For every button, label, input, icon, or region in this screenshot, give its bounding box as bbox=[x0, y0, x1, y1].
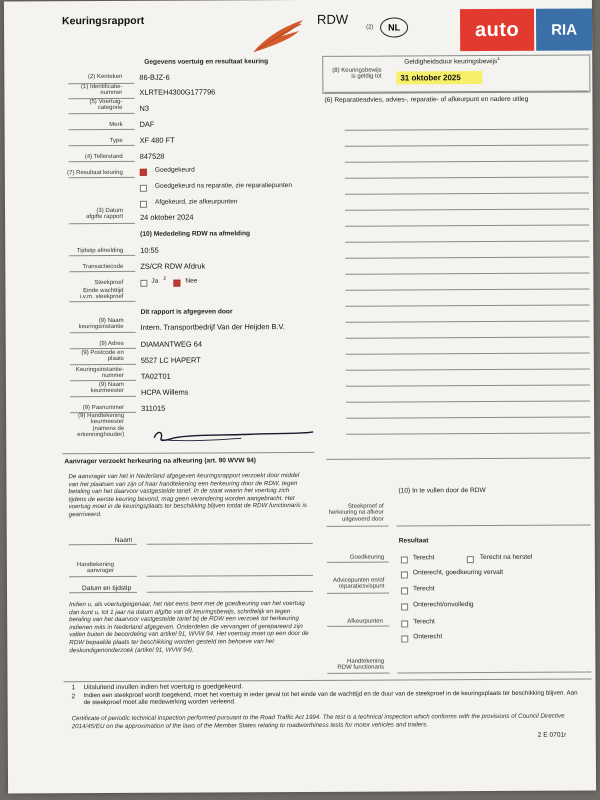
checkbox-terecht-na-herstel[interactable] bbox=[467, 556, 474, 563]
aanvrager-title: Aanvrager verzoekt herkeuring na afkeuring (art. 90 WVW 94) bbox=[64, 457, 257, 466]
field-label: (5) Voertuig- categorie bbox=[89, 98, 123, 112]
rdw-option: Terecht na herstel bbox=[479, 553, 533, 562]
checkbox-onterecht-goedkeuring[interactable] bbox=[401, 571, 408, 578]
aanvrager-intro: De aanvrager van het in Nederland afgegeven keuringsrapport verzoekt door middel van het plaatsen van zijn of haar handtekening een herkeuring door de RDW, tegen betaling van het daarvoor vastgestelde tarief. In de staat waarin het voertuig zich tijdens de eerste keuring bevond, mag geen verandering worden aangebracht. Het voertuig moet in de keuringsplaats ter beschikking blijven totdat de RDW functionaris is gearriveerd. bbox=[68, 472, 307, 519]
watermark-ria: RIA bbox=[536, 8, 592, 50]
issuer-value: DIAMANTWEG 64 bbox=[140, 339, 202, 349]
date-value: 24 oktober 2024 bbox=[140, 212, 194, 222]
adviespunten-label: Advicepunten en/of reparatiesvispunt bbox=[332, 577, 385, 591]
auto-ria-watermark bbox=[460, 8, 592, 51]
afgegeven-title: Dit rapport is afgegeven door bbox=[140, 308, 233, 316]
tijdstip-value: 10:55 bbox=[140, 245, 159, 255]
keurmeester-signature bbox=[151, 425, 316, 446]
rdw-option: Onterecht/onvolledig bbox=[413, 601, 474, 609]
inspection-report-page bbox=[4, 0, 596, 794]
naam-label: Naam bbox=[114, 536, 133, 544]
result-option: Goedgekeurd na reparatie, zie reparatiepunten bbox=[154, 182, 293, 190]
goedkeuring-label: Goedkeuring bbox=[349, 554, 385, 561]
field-value: XF 480 FT bbox=[139, 135, 175, 145]
checkbox-afkeur-onterecht[interactable] bbox=[401, 635, 408, 642]
rdw-handtekening-label: Handtekening RDW functionaris bbox=[337, 658, 385, 672]
field-label: (4) Tellerstand bbox=[84, 153, 123, 161]
footnote-text: Uitsluitend invullen indien het voertuig is goedgekeurd. bbox=[83, 683, 243, 692]
geldigheid-title: Geldigheidsduur keuringsbewijs$^1$ bbox=[404, 55, 500, 66]
date-label: (3) Datum afgifte rapport bbox=[86, 207, 124, 221]
checkbox-afkeur-terecht[interactable] bbox=[401, 620, 408, 627]
transactie-value: ZS/CR RDW Afdruk bbox=[140, 261, 206, 271]
issuer-value: 311015 bbox=[141, 403, 166, 413]
aanvrager-handtekening-label: Handtekening aanvrager bbox=[76, 561, 114, 575]
field-label: Type bbox=[109, 137, 123, 144]
rdw-option: Onterecht bbox=[413, 633, 443, 641]
checkbox-afgekeurd bbox=[140, 201, 147, 208]
issuer-value: 5527 LC HAPERT bbox=[140, 355, 201, 365]
certificate-text: Certificate of periodic technical inspection performed pursuant to the Road Traffic Act 1994. The test is a technical inspection which conforms with the provisions of Council Directive 2014/45/EU on the approximation of the laws of the Member States relating to roadworthiness tests for motor vehicles and trailers. bbox=[71, 712, 565, 730]
datum-tijdstip-label: Datum en tijdstip bbox=[81, 584, 132, 593]
steekproef-ja: Ja bbox=[151, 277, 159, 285]
checkbox-steekproef-ja bbox=[140, 280, 147, 287]
checkbox-steekproef-nee bbox=[173, 280, 180, 287]
steekproef-uitgevoerd-label: Steekproef of herkeuring na afkeur uitgevoerd door bbox=[328, 503, 384, 523]
steekproef-label: Steekproef bbox=[94, 279, 124, 287]
issuer-value: TA02T01 bbox=[140, 371, 171, 381]
checkbox-goedgekeurd-na-reparatie bbox=[140, 185, 147, 192]
result-option: Afgekeurd, zie afkeurpunten bbox=[154, 198, 238, 206]
watermark-auto: auto bbox=[460, 9, 534, 51]
issuer-label: (9) Naam keurmeester bbox=[90, 381, 124, 395]
issuer-value: Intern. Transportbedrijf Van der Heijden B.V. bbox=[140, 322, 285, 332]
checkbox-onterecht-onvolledig[interactable] bbox=[401, 603, 408, 610]
form-code: 2 E 0701r bbox=[537, 731, 567, 739]
result-label: (7) Resultaat keuring bbox=[67, 169, 123, 177]
transactie-label: Transactiecode bbox=[82, 263, 124, 271]
field-value: N3 bbox=[139, 103, 149, 113]
reparatie-lines bbox=[4, 0, 592, 2]
reparatie-title: (6) Reparatieadvies, advies-, reparatie- of afkeurpunt en nadere uitleg bbox=[324, 95, 529, 104]
rdw-option: Terecht bbox=[412, 585, 435, 593]
rdw-option: Terecht bbox=[412, 554, 435, 562]
rdw-feather-logo bbox=[249, 18, 307, 54]
issuer-label: (9) Naam keuringsinstantie bbox=[78, 317, 124, 331]
mededeling-title: (10) Mededeling RDW na afmelding bbox=[140, 230, 251, 238]
handtekening-label: (9) Handtekening keurmeester (namens de erkenninghouder) bbox=[77, 412, 125, 439]
section-vehicle-title: Gegevens voertuig en resultaat keuring bbox=[144, 58, 269, 66]
result-option: Goedgekeurd bbox=[154, 166, 195, 174]
rdw-option: Onterecht, goedkeuring vervalt bbox=[412, 568, 504, 577]
checkbox-terecht[interactable] bbox=[401, 556, 408, 563]
field-value: 847528 bbox=[139, 151, 165, 161]
afkeurpunten-label: Afkeurpunten bbox=[347, 618, 383, 625]
issuer-label: (9) Adres bbox=[99, 340, 124, 348]
checkbox-advies-terecht[interactable] bbox=[401, 587, 408, 594]
footnote-num: 2 bbox=[71, 693, 76, 701]
steekproef-nee: Nee bbox=[185, 277, 198, 285]
rdw-superscript: (2) bbox=[366, 24, 374, 31]
field-value: XLRTEH4300G177796 bbox=[139, 87, 216, 97]
country-badge: NL bbox=[380, 17, 408, 37]
issuer-label: (9) Postcode en plaats bbox=[81, 349, 124, 363]
geldig-label: (8) Keuringsbewijs is geldig tot bbox=[332, 67, 382, 81]
field-label: (2) Kenteken bbox=[87, 73, 123, 81]
rdw-option: Terecht bbox=[413, 618, 435, 626]
report-title: Keuringsrapport bbox=[62, 14, 145, 28]
checkbox-goedgekeurd bbox=[140, 169, 147, 176]
rdw-wordmark: RDW bbox=[316, 11, 349, 27]
field-value: DAF bbox=[139, 119, 155, 129]
issuer-label: (9) Pasnummer bbox=[82, 404, 125, 412]
issuer-label: Keuringsinstantie- nummer bbox=[75, 366, 124, 380]
tijdstip-label: Tijdstip afmelding bbox=[76, 247, 124, 255]
steekproef-ja-sup: 2 bbox=[163, 275, 166, 281]
rdw-invullen-title: (10) In te vullen door de RDW bbox=[398, 487, 486, 495]
footnote-text: Indien een steekproef wordt toegekend, moet het voertuig in ieder geval tot het einde van de wachttijd en de duur van de steekproef in de keuringsplaats ter beschikking blijven. Aan de steekproef moet alle medewerking worden verleend. bbox=[83, 689, 578, 707]
field-value: 86-BJZ-6 bbox=[139, 72, 170, 82]
issuer-value: HCPA Willems bbox=[140, 387, 189, 397]
geldig-value: 31 oktober 2025 bbox=[396, 71, 482, 84]
field-label: Merk bbox=[109, 121, 123, 128]
einde-label: Einde wachttijd i.v.m. steekproef bbox=[79, 287, 124, 301]
resultaat-label: Resultaat bbox=[398, 537, 429, 545]
herkeuring-note: Indien u, als voertuigeigenaar, het niet eens bent met de goedkeuring van het voertuig dan kunt u, tot 1 jaar na datum afgifte van dit keuringsbewijs, schriftelijk en tegen betaling van het daarvoor vastgestelde tarief bij de RDW een verzoek tot herkeuring indienen mits in Nederland afgegeven. Onderdelen die vervangen of gerepareerd zijn vallen buiten de beoordeling van artikel 91, WVW 94. Het voertuig moet op een door de RDW bepaalde plaats ter beschikking worden gesteld ten behoeve van het deskundigenonderzoek (artikel 91, WVW 94). bbox=[69, 599, 309, 654]
field-label: (1) Identificatie- nummer bbox=[81, 83, 123, 97]
footnote-num: 1 bbox=[71, 684, 76, 692]
